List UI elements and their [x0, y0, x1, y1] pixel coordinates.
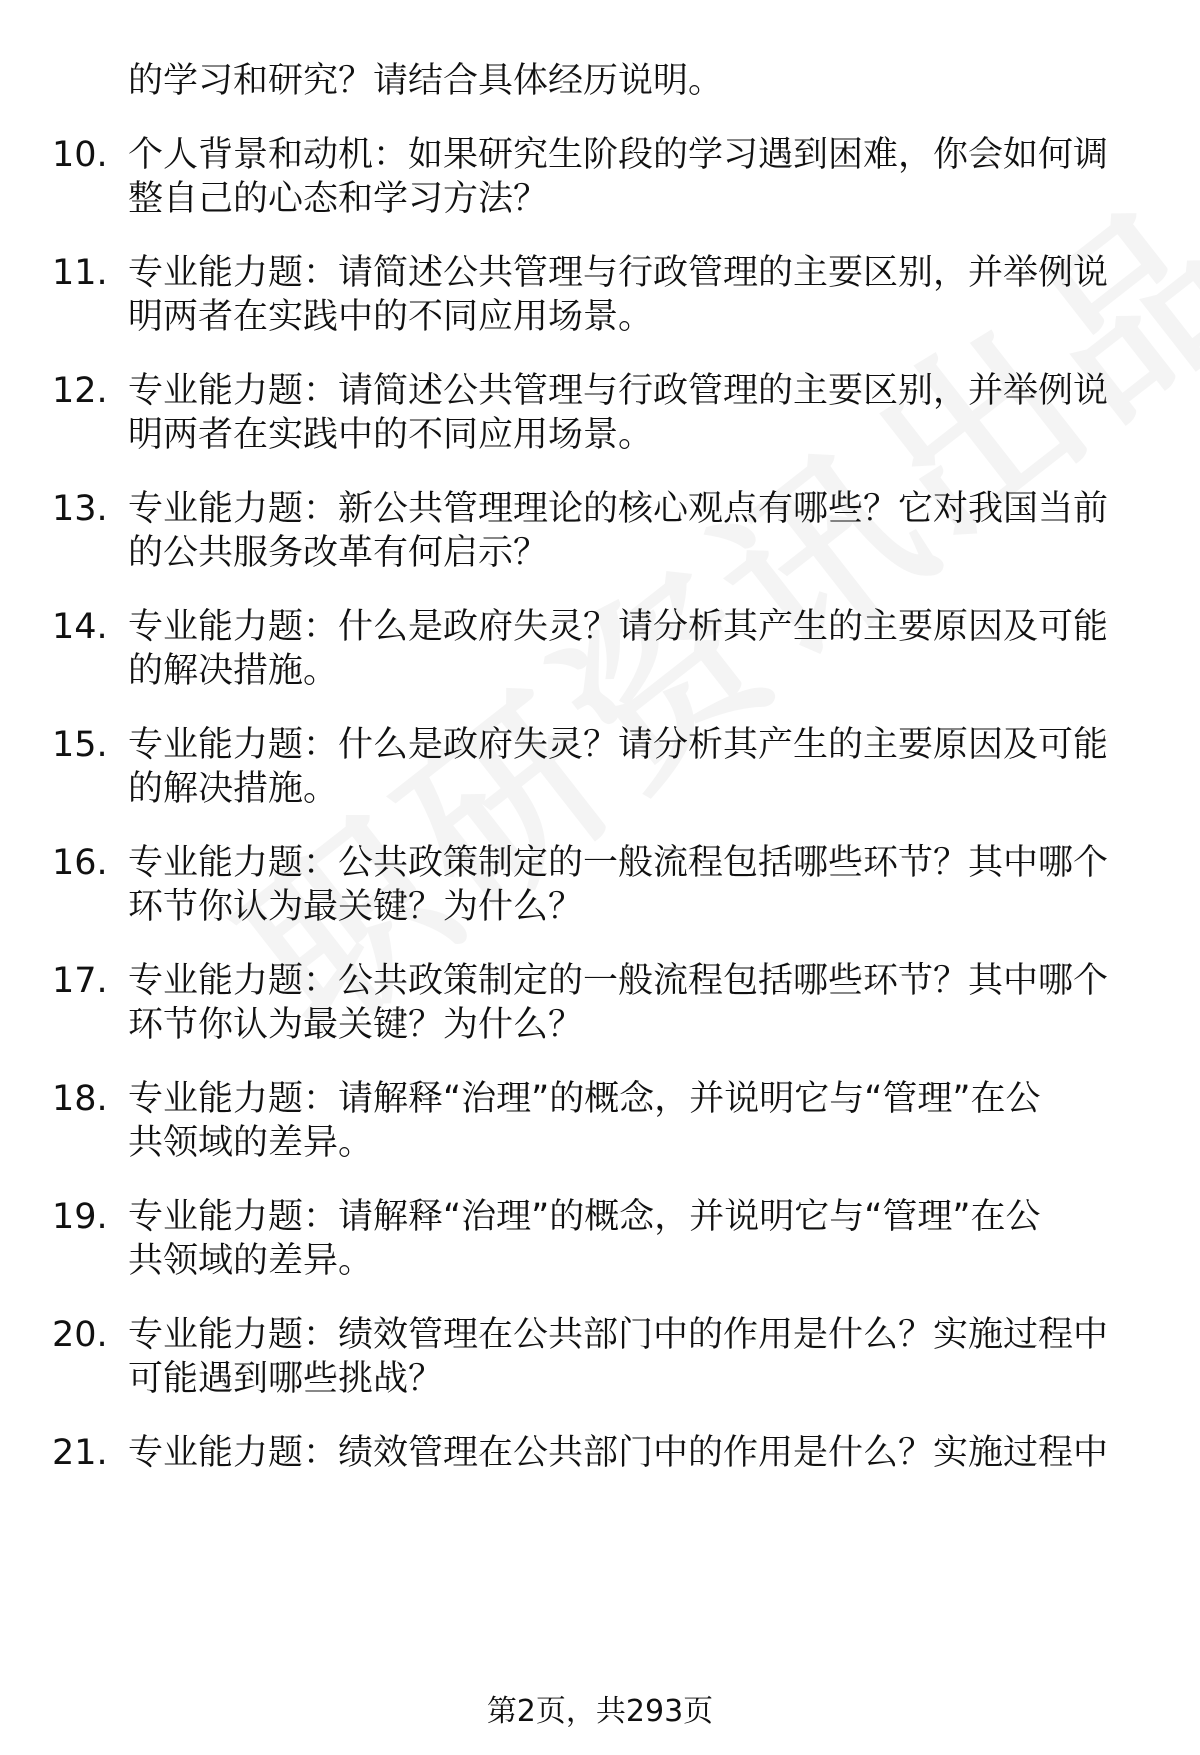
item-line: 个人背景和动机：如果研究生阶段的学习遇到困难，你会如何调 — [128, 135, 1109, 175]
item-line: 专业能力题：请简述公共管理与行政管理的主要区别，并举例说 — [128, 371, 1109, 411]
item-line: 专业能力题：公共政策制定的一般流程包括哪些环节？其中哪个 — [128, 843, 1109, 883]
item-number: 15. — [52, 725, 108, 765]
item-number: 13. — [52, 489, 108, 529]
item-line: 专业能力题：新公共管理理论的核心观点有哪些？它对我国当前 — [128, 489, 1109, 529]
item-number: 10. — [52, 135, 108, 175]
item-number: 14. — [52, 607, 108, 647]
item-number: 12. — [52, 371, 108, 411]
item-line: 专业能力题：公共政策制定的一般流程包括哪些环节？其中哪个 — [128, 961, 1109, 1001]
item-line: 共领域的差异。 — [128, 1241, 374, 1281]
item-line: 专业能力题：什么是政府失灵？请分析其产生的主要原因及可能 — [128, 725, 1109, 765]
item-line: 专业能力题：请解释“治理”的概念，并说明它与“管理”在公 — [128, 1079, 1041, 1119]
item-number: 16. — [52, 843, 108, 883]
item-number: 21. — [52, 1433, 108, 1473]
item-line: 共领域的差异。 — [128, 1123, 374, 1163]
item-line: 整自己的心态和学习方法？ — [128, 179, 549, 219]
item-line: 的解决措施。 — [128, 651, 339, 691]
item-line: 专业能力题：请解释“治理”的概念，并说明它与“管理”在公 — [128, 1197, 1041, 1237]
page-number-footer: 第2页，共293页 — [486, 1694, 714, 1729]
item-line: 专业能力题：绩效管理在公共部门中的作用是什么？实施过程中 — [128, 1433, 1109, 1473]
item-line: 明两者在实践中的不同应用场景。 — [128, 415, 654, 455]
item-line: 专业能力题：绩效管理在公共部门中的作用是什么？实施过程中 — [128, 1315, 1109, 1355]
item-number: 18. — [52, 1079, 108, 1119]
item-line: 的解决措施。 — [128, 769, 339, 809]
item-line: 可能遇到哪些挑战？ — [128, 1359, 444, 1399]
item-line: 环节你认为最关键？为什么？ — [128, 1005, 584, 1045]
item-number: 20. — [52, 1315, 108, 1355]
item-line: 的公共服务改革有何启示？ — [128, 533, 549, 573]
item-number: 17. — [52, 961, 108, 1001]
item-line: 专业能力题：请简述公共管理与行政管理的主要区别，并举例说 — [128, 253, 1109, 293]
item-line: 环节你认为最关键？为什么？ — [128, 887, 584, 927]
item-line: 明两者在实践中的不同应用场景。 — [128, 297, 654, 337]
continuation-line: 的学习和研究？请结合具体经历说明。 — [128, 61, 724, 101]
item-line: 专业能力题：什么是政府失灵？请分析其产生的主要原因及可能 — [128, 607, 1109, 647]
item-number: 19. — [52, 1197, 108, 1237]
item-number: 11. — [52, 253, 108, 293]
